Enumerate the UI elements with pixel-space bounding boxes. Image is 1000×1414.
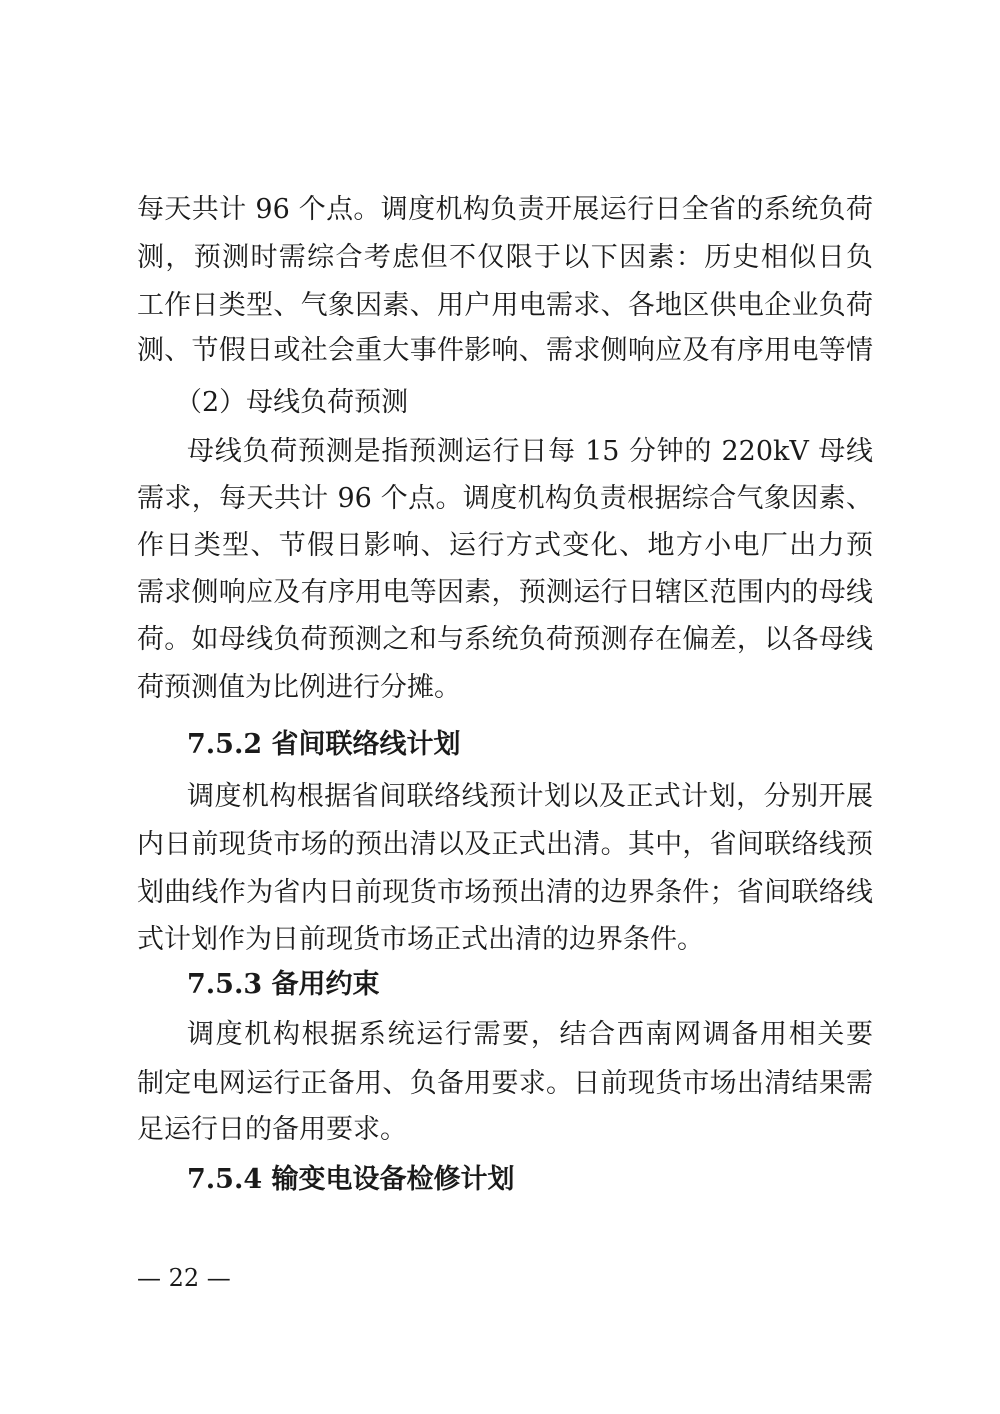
subheading: （2）母线负荷预测 [175,387,409,418]
body-text-line: 制定电网运行正备用、负备用要求。日前现货市场出清结果需 [137,1068,873,1099]
body-text-line: 足运行日的备用要求。 [137,1114,407,1145]
body-text-line: 调度机构根据省间联络线预计划以及正式计划，分别开展 [187,781,873,812]
body-text-line: 划曲线作为省内日前现货市场预出清的边界条件；省间联络线 [137,877,873,908]
section-heading-7-5-3: 7.5.3 备用约束 [187,969,380,1000]
body-text-line: 调度机构根据系统运行需要，结合西南网调备用相关要 [187,1019,873,1050]
body-text-line: 作日类型、节假日影响、运行方式变化、地方小电厂出力预 [137,530,873,561]
body-text-line: 需求，每天共计 96 个点。调度机构负责根据综合气象因素、 [137,483,873,514]
body-text-line: 测、节假日或社会重大事件影响、需求侧响应及有序用电等情 [137,335,873,366]
section-heading-7-5-2: 7.5.2 省间联络线计划 [187,729,461,760]
body-text-line: 式计划作为日前现货市场正式出清的边界条件。 [137,924,704,955]
body-text-line: 荷预测值为比例进行分摊。 [137,672,461,703]
body-text-line: 工作日类型、气象因素、用户用电需求、各地区供电企业负荷 [137,290,873,321]
body-text-line: 测，预测时需综合考虑但不仅限于以下因素：历史相似日负 [137,242,873,273]
body-text-line: 需求侧响应及有序用电等因素，预测运行日辖区范围内的母线 [137,577,873,608]
body-text-line: 荷。如母线负荷预测之和与系统负荷预测存在偏差，以各母线 [137,624,873,655]
page-number: — 22 — [137,1264,231,1292]
section-heading-7-5-4: 7.5.4 输变电设备检修计划 [187,1164,515,1195]
body-text-line: 内日前现货市场的预出清以及正式出清。其中，省间联络线预 [137,829,873,860]
body-text-line: 每天共计 96 个点。调度机构负责开展运行日全省的系统负荷 [137,194,873,225]
body-text-line: 母线负荷预测是指预测运行日每 15 分钟的 220kV 母线 [187,436,873,467]
